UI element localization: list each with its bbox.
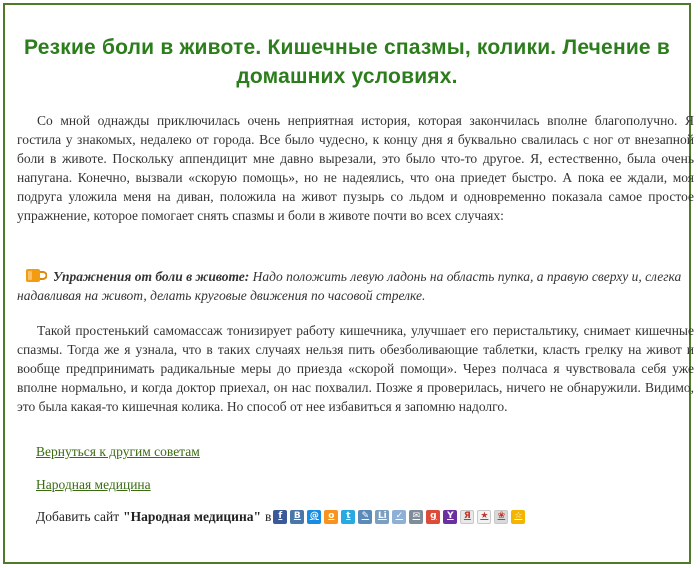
email-icon[interactable]: ✉: [409, 510, 423, 524]
odnoklassniki-icon[interactable]: o: [324, 510, 338, 524]
article-paragraph-intro: Со мной однажды приключилась очень неприятная история, которая закончилась вполне благополучно. Я гостила у знакомых, недалеко от города. Все было чудесно, к концу дня я буквально свалилась с ног от внезапной боли в животе. Поскольку аппендицит мне давно вырезали, это было что-то другое. Я, естественно, была очень напугана. Конечно, вызвали «скорую помощь», но не надеялись, что она приедет быстро. А пока ее ждали, моя подруга уложила меня на диван, положила на живот пузырь со льдом и одновременно показала самое простое упражнение, которое помогает снять спазмы и боли в животе почти во всех случаях:: [17, 113, 694, 223]
share-icons: [273, 510, 525, 524]
yandex-icon[interactable]: Я: [460, 510, 474, 524]
bookmark-icon[interactable]: ✓: [392, 510, 406, 524]
twitter-icon[interactable]: t: [341, 510, 355, 524]
livejournal-icon[interactable]: ✎: [358, 510, 372, 524]
folk-medicine-link[interactable]: Народная медицина: [36, 477, 151, 492]
cup-icon: [25, 268, 47, 283]
google-icon[interactable]: g: [426, 510, 440, 524]
vkontakte-icon[interactable]: B: [290, 510, 304, 524]
exercise-block: [17, 267, 694, 305]
memori-icon[interactable]: ☆: [511, 510, 525, 524]
page-title: Резкие боли в животе. Кишечные спазмы, колики. Лечение в домашних условиях.: [24, 36, 670, 88]
share-prefix: Добавить сайт: [36, 509, 120, 524]
share-bar: [36, 507, 525, 526]
moemesto-icon[interactable]: ★: [477, 510, 491, 524]
back-to-tips-link[interactable]: Вернуться к другим советам: [36, 444, 200, 459]
exercise-text: Надо положить левую ладонь на область пупка, а правую сверху и, слегка надавливая на живот, делать круговые движения по часовой стрелке.: [17, 269, 682, 303]
share-site-name: "Народная медицина": [123, 509, 261, 524]
mail-ru-icon[interactable]: @: [307, 510, 321, 524]
bobrdobr-icon[interactable]: ❀: [494, 510, 508, 524]
article-paragraph-outcome: Такой простенький самомассаж тонизирует работу кишечника, улучшает его перистальтику, снимает кишечные спазмы. Тогда же я узнала, что в таких случаях нельзя пить обезболивающие таблетки, класть грелку на живот и вообще предпринимать радикальные меры до приезда «скорой помощи». Через полчаса я чувствовала себя уже вполне нормально, и когда доктор приехал, он нас похвалил. Позже я проверилась, ничего не обнаружили. Видимо, это была какая-то кишечная колика. Но способ от нее избавиться я запомню надолго.: [17, 323, 694, 414]
exercise-label: Упражнения от боли в животе:: [53, 269, 250, 284]
liveinternet-icon[interactable]: Li: [375, 510, 389, 524]
yahoo-icon[interactable]: Y: [443, 510, 457, 524]
facebook-icon[interactable]: f: [273, 510, 287, 524]
share-suffix: в: [264, 509, 272, 524]
content-frame: [3, 3, 694, 564]
